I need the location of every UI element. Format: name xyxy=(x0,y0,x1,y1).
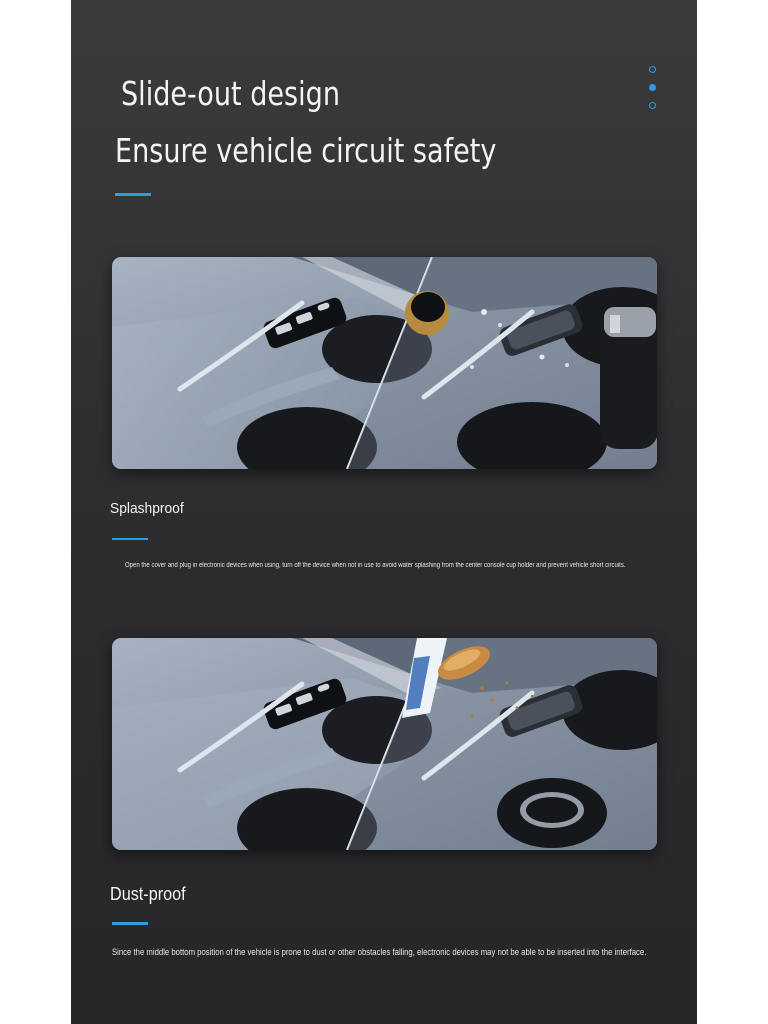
title-line-2: Ensure vehicle circuit safety xyxy=(115,131,497,170)
dustproof-photo xyxy=(112,638,657,850)
pager-dots xyxy=(649,66,659,120)
title-line-1: Slide-out design xyxy=(121,74,340,113)
splashproof-photo xyxy=(112,257,657,469)
product-panel xyxy=(71,0,697,1024)
title-accent-bar xyxy=(115,193,151,196)
splashproof-heading: Splashproof xyxy=(110,500,184,517)
dustproof-heading: Dust-proof xyxy=(110,884,186,904)
dustproof-accent-bar xyxy=(112,922,148,925)
pager-dot-3[interactable] xyxy=(649,102,656,109)
pager-dot-2-active[interactable] xyxy=(649,84,656,91)
dustproof-description: Since the middle bottom position of the vehicle is prone to dust or other obstacles falling, electronic devices may not be able to be inserted into the interface. xyxy=(112,947,647,957)
splashproof-accent-bar xyxy=(112,538,148,540)
splashproof-description: Open the cover and plug in electronic devices when using, turn off the device when not in use to avoid water splashing from the center console cup holder and prevent vehicle short circuits. xyxy=(125,562,626,569)
pager-dot-1[interactable] xyxy=(649,66,656,73)
